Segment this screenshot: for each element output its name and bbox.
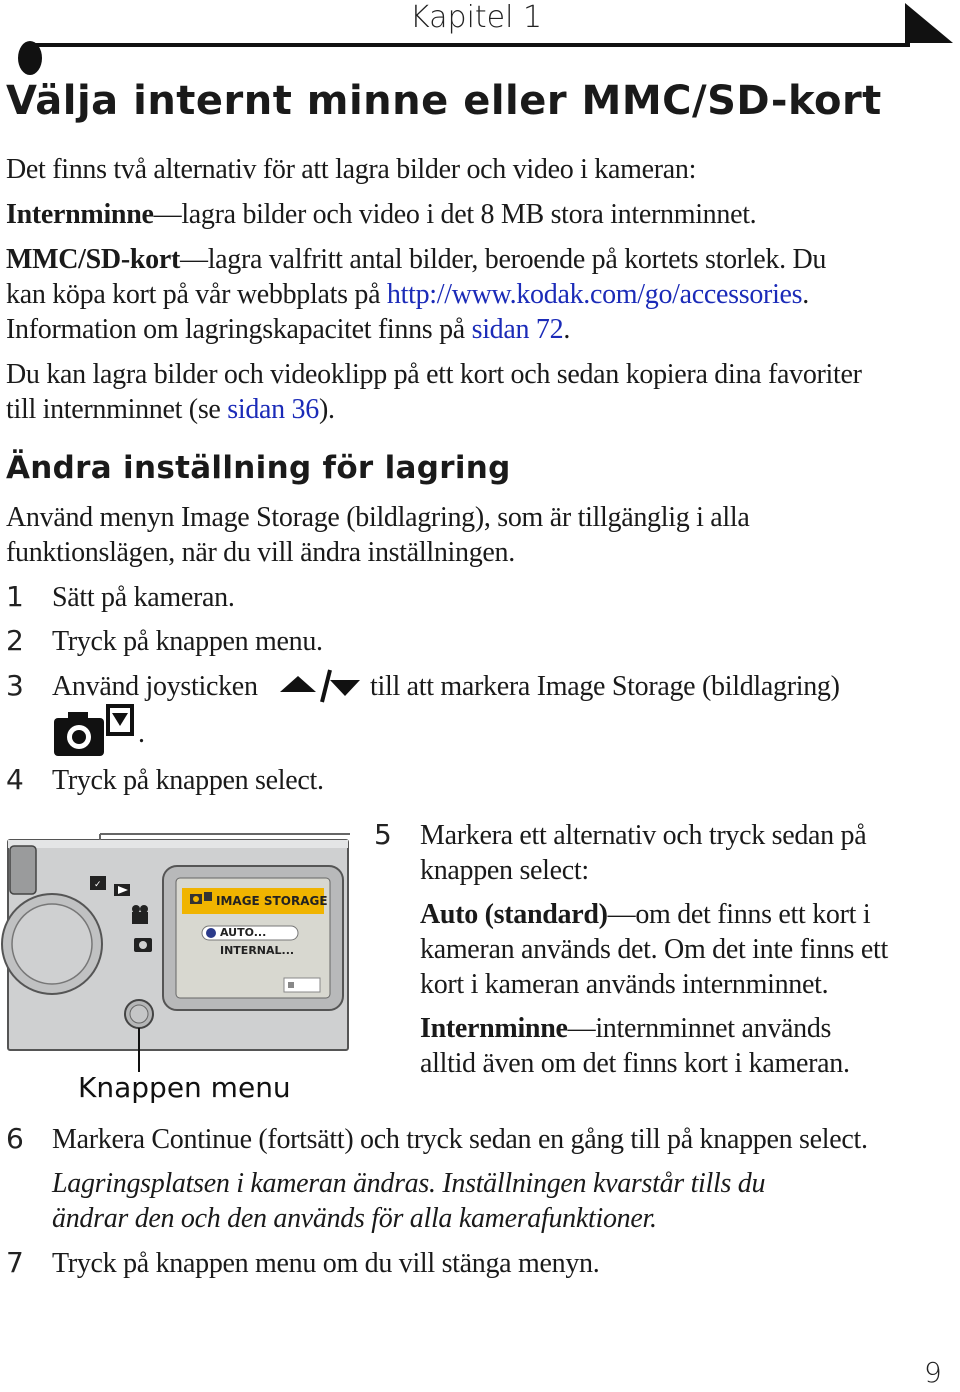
menu-button-caption: Knappen menu	[78, 1071, 291, 1104]
step-2-number: 2	[6, 624, 24, 657]
option-internal-line-2: alltid även om det finns kort i kameran.	[420, 1048, 850, 1079]
step-5-line-2: knappen select:	[420, 855, 589, 886]
section-line-2: funktionslägen, när du vill ändra inställningen.	[6, 537, 515, 568]
camera-option-internal: INTERNAL...	[220, 944, 295, 957]
step-7-text: Tryck på knappen menu om du vill stänga menyn.	[52, 1248, 600, 1279]
joystick-up-down-icon	[278, 666, 362, 706]
result-line-1: Lagringsplatsen i kameran ändras. Inställningen kvarstår tills du	[52, 1168, 766, 1199]
internal-desc: lagra bilder och video i det 8 MB stora internminnet.	[181, 199, 757, 230]
step-3-end: .	[138, 718, 145, 749]
camera-screen-title: IMAGE STORAGE	[216, 894, 328, 908]
step-5-line-1: Markera ett alternativ och tryck sedan på	[420, 820, 867, 851]
step-3-text-pre: Använd joysticken	[52, 671, 258, 702]
camera-illustration	[0, 826, 360, 1076]
page-number: 9	[924, 1356, 942, 1389]
copy-line-2: till internminnet (se sidan 36).	[6, 394, 335, 425]
option-internal-term: Internminne	[420, 1013, 568, 1044]
option-auto-term: Auto (standard)	[420, 899, 608, 930]
step-4-text: Tryck på knappen select.	[52, 765, 324, 796]
internal-term: Internminne	[6, 199, 154, 230]
copy-line-1: Du kan lagra bilder och videoklipp på ett kort och sedan kopiera dina favoriter	[6, 359, 862, 390]
card-line-1: MMC/SD-kort—lagra valfritt antal bilder, beroende på kortets storlek. Du	[6, 244, 827, 275]
step-1-number: 1	[6, 580, 24, 613]
card-line-2: kan köpa kort på vår webbplats på http://www.kodak.com/go/accessories.	[6, 279, 809, 310]
image-storage-icon	[54, 704, 136, 760]
page-title: Välja internt minne eller MMC/SD-kort	[6, 78, 882, 124]
card-line-3: Information om lagringskapacitet finns på sidan 72.	[6, 314, 571, 345]
card-term: MMC/SD-kort	[6, 244, 180, 275]
step-5-number: 5	[374, 818, 392, 851]
option-auto-line-3: kort i kameran används internminnet.	[420, 969, 829, 1000]
option-auto-line-1: Auto (standard)—om det finns ett kort i	[420, 899, 871, 930]
section-heading: Ändra inställning för lagring	[6, 450, 511, 486]
accessories-link[interactable]: http://www.kodak.com/go/accessories	[386, 279, 803, 310]
step-7-number: 7	[6, 1246, 24, 1279]
step-3-number: 3	[6, 669, 24, 702]
option-auto-line-2: kameran används det. Om det inte finns ett	[420, 934, 888, 965]
step-6-text: Markera Continue (fortsätt) och tryck sedan en gång till på knappen select.	[52, 1124, 868, 1155]
camera-option-auto: AUTO...	[220, 926, 267, 939]
intro-text: Det finns två alternativ för att lagra bilder och video i kameran:	[6, 154, 697, 185]
step-1-text: Sätt på kameran.	[52, 582, 235, 613]
section-line-1: Använd menyn Image Storage (bildlagring), som är tillgänglig i alla	[6, 502, 750, 533]
svg-text:✓: ✓	[94, 880, 102, 890]
step-4-number: 4	[6, 763, 24, 796]
step-2-text: Tryck på knappen menu.	[52, 626, 323, 657]
result-line-2: ändrar den och den används för alla kamerafunktioner.	[52, 1203, 657, 1234]
step-6-number: 6	[6, 1122, 24, 1155]
option-internal-line-1: Internminne—internminnet används	[420, 1013, 832, 1044]
internal-memory-line: Internminne—lagra bilder och video i det 8 MB stora internminnet.	[6, 199, 757, 230]
page-36-link[interactable]: sidan 36	[227, 394, 319, 425]
page-72-link[interactable]: sidan 72	[471, 314, 564, 345]
step-3-text-post: till att markera Image Storage (bildlagring)	[370, 671, 840, 702]
chapter-label: Kapitel 1	[410, 0, 543, 35]
